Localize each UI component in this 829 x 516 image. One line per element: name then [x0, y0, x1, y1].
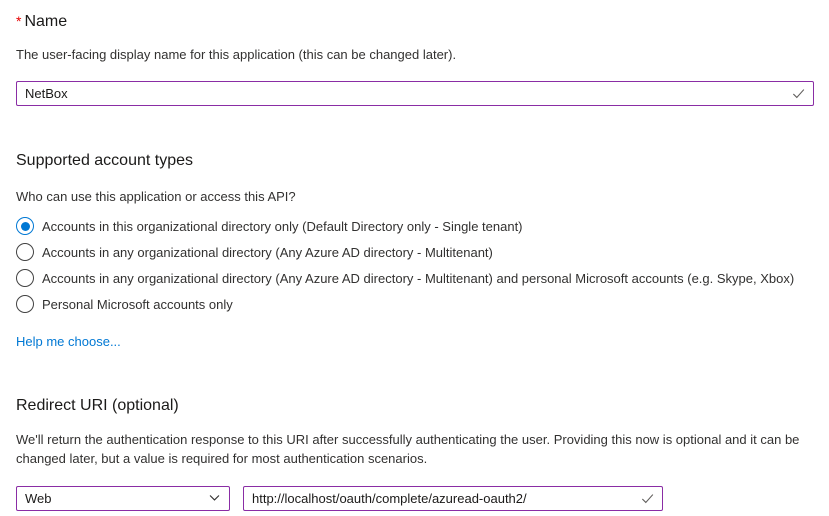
name-input-wrap	[16, 81, 814, 106]
radio-option-label: Accounts in any organizational directory (Any Azure AD directory - Multitenant)	[42, 244, 493, 260]
radio-button-icon[interactable]	[16, 217, 34, 235]
name-input[interactable]	[16, 81, 814, 106]
radio-option-multitenant[interactable]	[16, 239, 814, 265]
redirect-uri-input-wrap	[243, 486, 663, 511]
platform-select-value: Web	[25, 491, 52, 506]
redirect-uri-input[interactable]	[243, 486, 663, 511]
radio-option-personal-only[interactable]	[16, 291, 814, 317]
account-types-question: Who can use this application or access this API?	[16, 189, 296, 204]
radio-option-label: Accounts in this organizational directory only (Default Directory only - Single tenant)	[42, 218, 523, 234]
redirect-uri-row	[16, 486, 814, 511]
account-types-title: Supported account types	[16, 152, 194, 169]
radio-option-multitenant-personal[interactable]	[16, 265, 814, 291]
redirect-uri-section	[16, 395, 814, 511]
required-marker: *	[16, 13, 22, 29]
platform-select[interactable]	[16, 486, 230, 511]
account-type-radio-group	[16, 213, 814, 317]
chevron-down-icon	[208, 491, 221, 507]
name-section-title	[16, 10, 814, 33]
radio-option-label: Personal Microsoft accounts only	[42, 296, 233, 312]
radio-button-icon[interactable]	[16, 269, 34, 287]
name-section	[16, 10, 814, 106]
redirect-uri-description: We'll return the authentication response to this URI after successfully authenticating the user. Providing this now is optional and it can be changed later, but a value is required for most authentication scenarios.	[16, 432, 800, 466]
radio-option-single-tenant[interactable]	[16, 213, 814, 239]
redirect-uri-title: Redirect URI (optional)	[16, 397, 179, 414]
help-me-choose-link[interactable]: Help me choose...	[16, 334, 121, 349]
name-title-text: Name	[24, 13, 68, 30]
radio-option-label: Accounts in any organizational directory (Any Azure AD directory - Multitenant) and personal Microsoft accounts (e.g. Skype, Xbox)	[42, 270, 795, 286]
radio-button-icon[interactable]	[16, 243, 34, 261]
account-types-section	[16, 150, 814, 351]
name-description: The user-facing display name for this application (this can be changed later).	[16, 47, 457, 62]
radio-button-icon[interactable]	[16, 295, 34, 313]
